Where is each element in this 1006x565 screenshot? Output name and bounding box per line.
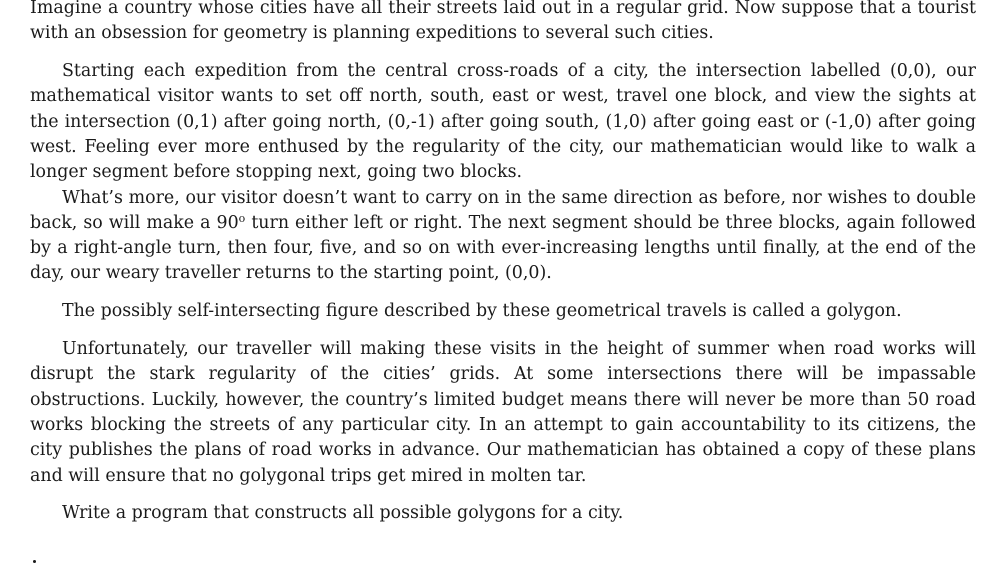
- paragraph-intro: Imagine a country whose cities have all their streets laid out in a regular grid. Now suppose that a tourist with an obsession for geometry is planning expeditions to several such cities.: [30, 0, 976, 44]
- problem-statement: [30, 0, 976, 527]
- paragraph-turns-text-after: turn either left or right. The next segment should be three blocks, again followed by a right-angle turn, then four, five, and so on with ever-increasing lengths until finally, at the end of the day, our weary traveller returns to the starting point, (0,0).: [30, 212, 976, 284]
- paragraph-expedition: Starting each expedition from the central cross-roads of a city, the intersection labelled (0,0), our mathematical visitor wants to set off north, south, east or west, travel one block, and view the sights at the intersection (0,1) after going north, (0,-1) after going south, (1,0) after going east or (-1,0) after going west. Feeling ever more enthused by the regularity of the city, our mathematician would like to walk a longer segment before stopping next, going two blocks.: [30, 61, 976, 183]
- stray-mark: [33, 560, 36, 563]
- degree-superscript: o: [238, 211, 246, 225]
- paragraph-road-works: Unfortunately, our traveller will making these visits in the height of summer when road works will disrupt the stark regularity of the cities’ grids. At some intersections there will be impassable obstructions. Luckily, however, the country’s limited budget means there will never be more than 50 road works blocking the streets of any particular city. In an attempt to gain accountability to its citizens, the city publishes the plans of road works in advance. Our mathematician has obtained a copy of these plans and will ensure that no golygonal trips get mired in molten tar.: [30, 339, 976, 486]
- paragraph-turns-text-before: What’s more, our visitor doesn’t want to carry on in the same direction as before, nor wishes to double back, so will make a 90: [30, 187, 976, 233]
- paragraph-task: Write a program that constructs all possible golygons for a city.: [62, 503, 624, 524]
- paragraph-turns: [30, 186, 976, 287]
- paragraph-golygon-definition: The possibly self-intersecting figure described by these geometrical travels is called a golygon.: [62, 301, 902, 322]
